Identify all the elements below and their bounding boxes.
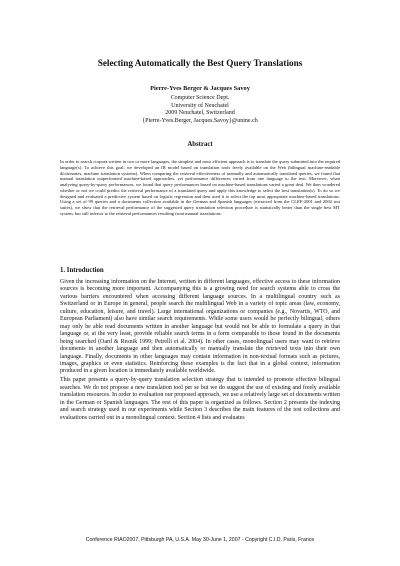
abstract-heading: Abstract	[187, 141, 213, 148]
affiliation-line: University of Neuchatel	[171, 102, 229, 109]
affiliation-line: Computer Science Dept.	[170, 95, 230, 101]
paragraph: This paper presents a query-by-query translation selection strategy that is intended to promote effective bilingual searches. We do not propose a new translation tool per se but we do suggest the use of existing and freely available translation resources. In order to evaluation our proposed approach, we use a relatively large set of documents written in the German or Spanish languages. The rest of this paper is organized as follows. Section 2 presents the indexing and search strategy used in our experiments while Section 3 describes the main features of the test collections and evaluations carried out in a monolingual context. Section 4 lists and evaluates	[60, 377, 340, 421]
abstract-text: In order to search corpora written in two or more languages, the simplest and most efficient approach is to translate the query submitted into the required language(s). To achieve this goal, we developed an IR model based on translation tools freely available on the Web (bilingual machine-readable dictionaries, machine translation systems). When comparing the retrieval effectiveness of manually and automatically translated queries, we found that manual translation outperformed machine-based approaches, yet performance differences varied from one language to the text. Moreover, when analyzing query-by-query performances, we found that query performances based on machine-based translations varied a great deal. We then wondered whether or not we could predict the retrieval performance of a translated query and apply this knowledge to select the best translation(s). To do so we designed and evaluated a predictive system based on logistic regression and then used it to select the top most appropriate machine-based translations. Using a set of 99 queries and a documents collection available in the German and Spanish languages (extracted from the CLEF-2001 and 2002 test suites), we show that the retrieval performance of the suggested query translation selection procedure is statistically better than the single best MT system, but still inferior to the retrieval performances resulting from manual translations.	[60, 159, 340, 216]
introduction-body	[60, 279, 340, 424]
paragraph: Given the increasing information on the Internet, written in different languages, effective access to these information sources is becoming more important. Accompanying this is a growing need for search systems able to cross the various barriers encountered when accessing different language sources. In a multilingual country such as Switzerland or in Europe in general, people search the multilingual Web in a variety of topic areas (law, economy, culture, education, leisure, and travel). Large international organizations or companies (e.g., Novartis, WTO, and European Parliament) also have similar search requirements. While some users would be perfectly bilingual, others may only be able read documents written in another language but would not be able to formulate a query in that language or, at the very least, provide reliable search terms in a form comparable to those found in the documents being searched (Oard & Resnik 1999; Petrelli et al. 2004). In other cases, monolingual users may want to retrieve documents in another language and then automatically or manually translate the retrieved texts into their own language. Finally, documents in other languages may contain information in non-textual formats such as pictures, images, graphics or even statistics. Reinforcing these examples is the fact that in a global context, information produced in a given location is immediately available worldwide.	[60, 279, 340, 375]
section-heading-introduction: 1. Introduction	[60, 267, 104, 274]
affiliation-email[interactable]: {Pierre-Yves.Berger, Jacques.Savoy}@unine.ch	[142, 117, 258, 124]
paper-title: Selecting Automatically the Best Query Translations	[97, 58, 303, 68]
authors: Pierre-Yves Berger & Jacques Savoy	[150, 85, 250, 92]
affiliation-line: 2009 Neuchatel, Switzerland	[165, 110, 235, 117]
page-footer: Conference RIAO2007, Pittsburgh PA, U.S.A. May 30-June 1, 2007 - Copyright C.I.D. Paris, France	[85, 537, 315, 543]
affiliation	[0, 95, 400, 125]
